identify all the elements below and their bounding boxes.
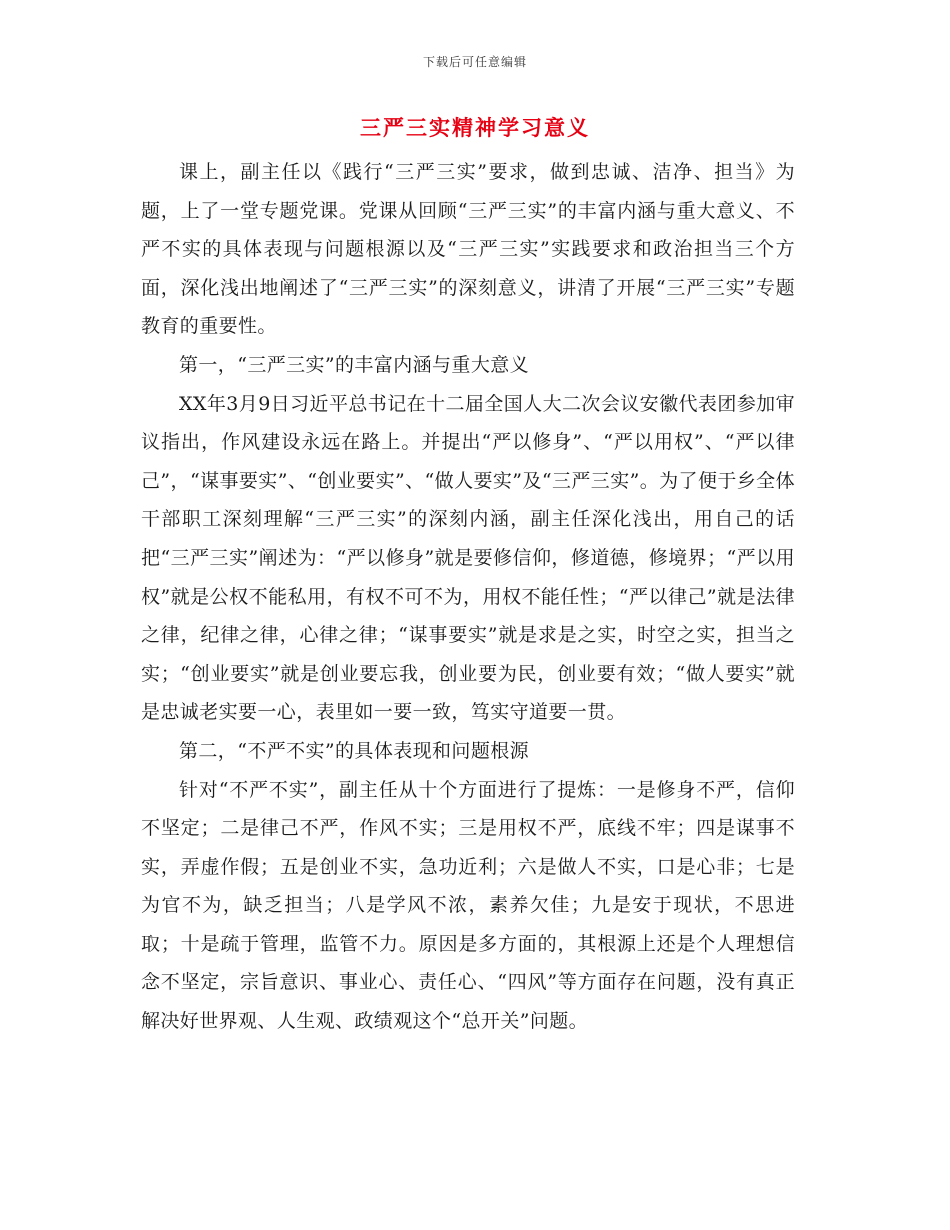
section-heading-2: 第二，“不严不实”的具体表现和问题根源 xyxy=(179,739,530,762)
document-title: 三严三实精神学习意义 xyxy=(360,115,590,140)
header-note: 下载后可任意编辑 xyxy=(422,55,527,69)
paragraph-intro: 课上，副主任以《践行“三严三实”要求，做到忠诚、洁净、担当》为题，上了一堂专题党课。党课从回顾“三严三实”的丰富内涵与重大意义、不严不实的具体表现与问题根源以及“三严三实”实践要求和政治担当三个方面，深化浅出地阐述了“三严三实”的深刻意义，讲清了开展“三严三实”专题教育的重要性。 xyxy=(141,161,795,338)
paragraph-section-2: 针对“不严不实”，副主任从十个方面进行了提炼：一是修身不严，信仰不坚定；二是律己不严，作风不实；三是用权不严，底线不牢；四是谋事不实，弄虚作假；五是创业不实，急功近利；六是做人不实，口是心非；七是为官不为，缺乏担当；八是学风不浓，素养欠佳；九是安于现状，不思进取；十是疏于管理，监管不力。原因是多方面的，其根源上还是个人理想信念不坚定，宗旨意识、事业心、责任心、“四风”等方面存在问题，没有真正解决好世界观、人生观、政绩观这个“总开关”问题。 xyxy=(141,778,795,1033)
document-body xyxy=(141,153,795,1041)
paragraph-section-1: XX年3月9日习近平总书记在十二届全国人大二次会议安徽代表团参加审议指出，作风建设永远在路上。并提出“严以修身”、“严以用权”、“严以律己”，“谋事要实”、“创业要实”、“做人要实”及“三严三实”。为了便于乡全体干部职工深刻理解“三严三实”的深刻内涵，副主任深化浅出，用自己的话把“三严三实”阐述为：“严以修身”就是要修信仰，修道德，修境界；“严以用权”就是公权不能私用，有权不可不为，用权不能任性；“严以律己”就是法律之律，纪律之律，心律之律；“谋事要实”就是求是之实，时空之实，担当之实；“创业要实”就是创业要忘我，创业要为民，创业要有效；“做人要实”就是忠诚老实要一心，表里如一要一致，笃实守道要一贯。 xyxy=(141,392,795,724)
section-heading-1: 第一，“三严三实”的丰富内涵与重大意义 xyxy=(179,353,530,376)
